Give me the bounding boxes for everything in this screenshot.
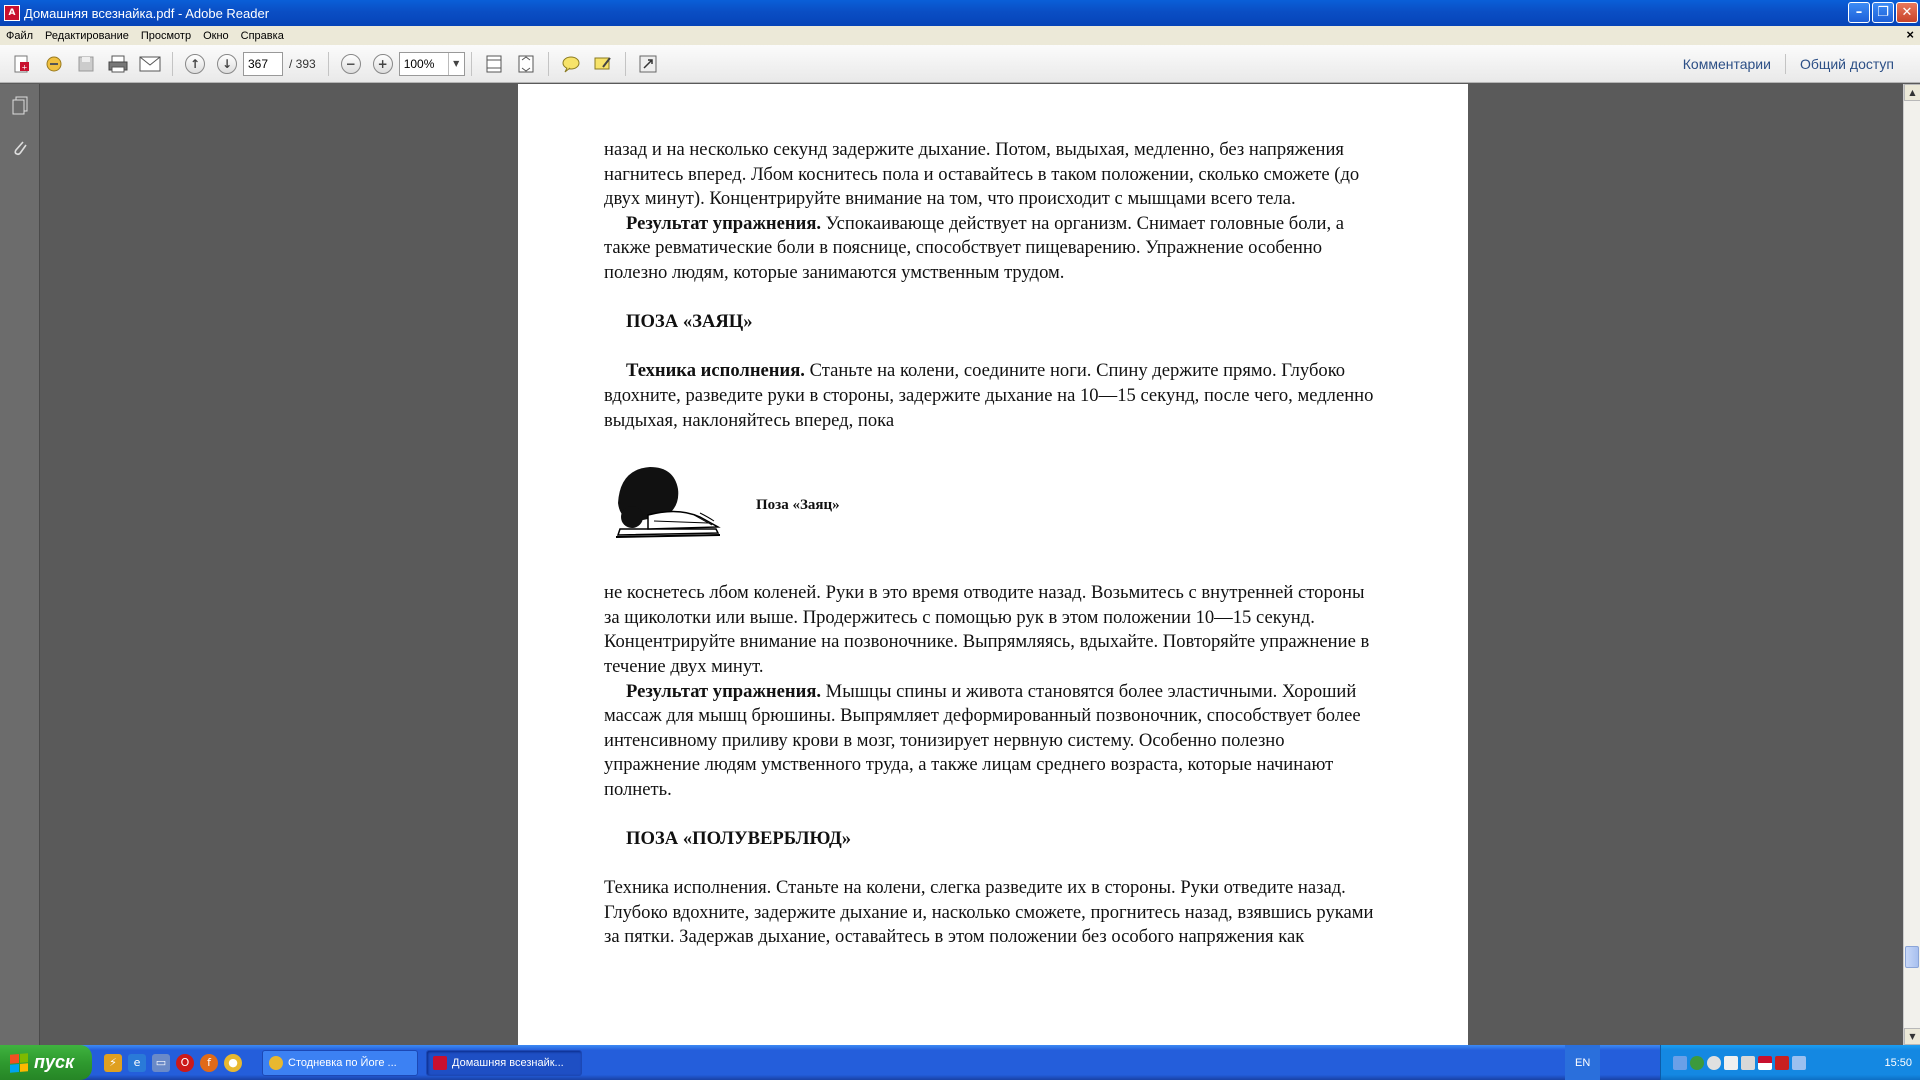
chevron-down-icon[interactable]: ▼: [448, 53, 464, 75]
monitor-icon[interactable]: [1792, 1056, 1806, 1070]
chrome-icon[interactable]: ●: [224, 1054, 242, 1072]
menu-file[interactable]: Файл: [6, 29, 34, 42]
start-button[interactable]: [0, 1045, 92, 1080]
comment-button[interactable]: [557, 50, 585, 78]
arrow-up-icon: ↑: [185, 54, 205, 74]
arrow-down-icon: ↓: [217, 54, 237, 74]
internet-explorer-icon[interactable]: e: [128, 1054, 146, 1072]
page-content: [604, 138, 1384, 950]
section-heading: ПОЗА «ПОЛУВЕРБЛЮД»: [626, 828, 852, 850]
pages-icon[interactable]: [8, 94, 32, 118]
update-icon[interactable]: [1707, 1056, 1721, 1070]
scroll-thumb[interactable]: [1905, 946, 1919, 968]
pdf-page: [518, 84, 1468, 1045]
comment-icon: [561, 55, 581, 73]
page-total: / 393: [289, 56, 316, 71]
paragraph: назад и на несколько секунд задержите дыхание. Потом, выдыхая, медленно, без напряжения нагнитесь вперед. Лбом коснитесь пола и оставайтесь в таком положении, сколько сможете (до двух минут). Концентрируйте внимание на том, что происходит с мышцами всего тела.: [604, 139, 1360, 210]
svg-text:+: +: [21, 63, 28, 71]
zoom-out-button[interactable]: [337, 50, 365, 78]
email-icon: [139, 56, 161, 72]
bold-lead: Техника исполнения.: [626, 360, 805, 382]
attachments-icon[interactable]: [8, 136, 32, 160]
taskbar: [0, 1045, 1920, 1080]
menu-edit[interactable]: Редактирование: [45, 29, 129, 42]
paragraph: Результат упражнения. Мышцы спины и живота становятся более эластичными. Хороший массаж для мышц брюшины. Выпрямляет деформированный позвоночник, способствует более интенсивному приливу крови в мозг, тонизирует нервную систему. Особенно полезно упражнение людям умственного труда, а также лицам среднего возраста, которые начинают полнеть.: [604, 680, 1361, 800]
create-pdf-button[interactable]: [8, 50, 36, 78]
system-tray: [1575, 1045, 1920, 1080]
language-indicator[interactable]: EN: [1565, 1045, 1600, 1080]
firefox-icon[interactable]: f: [200, 1054, 218, 1072]
zoom-select[interactable]: [399, 52, 465, 76]
bold-lead: Результат упражнения.: [626, 680, 822, 702]
antivirus-icon[interactable]: [1775, 1056, 1789, 1070]
previous-page-button[interactable]: [181, 50, 209, 78]
save-icon: [76, 54, 96, 74]
vertical-scrollbar[interactable]: [1903, 84, 1920, 1045]
network-icon[interactable]: [1673, 1056, 1687, 1070]
toolbar-separator: [471, 52, 472, 76]
open-button[interactable]: [40, 50, 68, 78]
navigation-panel: [0, 84, 40, 1045]
flag-us-icon[interactable]: [1758, 1056, 1772, 1070]
scroll-down-arrow-icon[interactable]: ▼: [1904, 1028, 1920, 1045]
restore-button[interactable]: ❐: [1872, 2, 1894, 23]
security-icon[interactable]: [1690, 1056, 1704, 1070]
window-controls: [1848, 2, 1918, 23]
page-number-input[interactable]: [243, 52, 283, 76]
highlight-icon: [593, 55, 613, 73]
clock: 15:50: [1884, 1056, 1912, 1069]
minus-icon: −: [341, 54, 361, 74]
pdf-icon: A: [4, 5, 20, 21]
menu-help[interactable]: Справка: [240, 29, 284, 42]
fit-page-icon: [517, 54, 535, 74]
print-icon: [107, 54, 129, 74]
taskbar-button-adobe-reader[interactable]: Домашняя всезнайк...: [426, 1050, 582, 1076]
paragraph: Техника исполнения. Станьте на колени, слегка разведите их в стороны. Руки отведите назад. Глубоко вдохните, задержите дыхание и, насколько сможете, прогнитесь назад, взявшись руками за пятки. Задержав дыхание, оставайтесь в этом положении без особого напряжения как: [604, 877, 1374, 948]
toolbar-separator: [172, 52, 173, 76]
zoom-value: 100%: [403, 56, 435, 71]
toolbar-right-links: [1669, 45, 1908, 83]
tray-icons: [1673, 1056, 1806, 1070]
minimize-button[interactable]: –: [1848, 2, 1870, 23]
chat-icon[interactable]: [1724, 1056, 1738, 1070]
toolbar-separator: [548, 52, 549, 76]
comments-link[interactable]: Комментарии: [1682, 56, 1771, 72]
quick-launch: [104, 1054, 242, 1072]
scroll-up-arrow-icon[interactable]: ▲: [1904, 84, 1920, 101]
chrome-icon: [269, 1056, 283, 1070]
volume-icon[interactable]: [1741, 1056, 1755, 1070]
close-button[interactable]: ✕: [1896, 2, 1918, 23]
create-pdf-icon: [12, 54, 32, 74]
pdf-icon: [433, 1056, 447, 1070]
window-titlebar[interactable]: [0, 0, 1920, 26]
toolbar-separator: [625, 52, 626, 76]
windows-logo-icon: [10, 1053, 28, 1073]
zoom-in-button[interactable]: [369, 50, 397, 78]
paragraph: Техника исполнения. Станьте на колени, соедините ноги. Спину держите прямо. Глубоко вдохните, разведите руки в стороны, задержите дыхание на 10—15 секунд, после чего, медленно выдыхая, наклоняйтесь вперед, пока: [604, 360, 1374, 431]
figure: [604, 445, 1384, 565]
taskbar-button-chrome[interactable]: Стодневка по Йоге ...: [262, 1050, 418, 1076]
open-icon: [44, 54, 64, 74]
hare-pose-illustration: [608, 463, 726, 547]
opera-icon[interactable]: O: [176, 1054, 194, 1072]
paragraph: Результат упражнения. Успокаивающе действует на организм. Снимает головные боли, а также ревматические боли в пояснице, способствует пищеварению. Упражнение особенно полезно людям, которые занимаются умственным трудом.: [604, 212, 1345, 283]
document-viewer[interactable]: [41, 84, 1903, 1045]
email-button[interactable]: [136, 50, 164, 78]
expand-icon: [638, 54, 658, 74]
window-title: Домашняя всезнайка.pdf - Adobe Reader: [24, 5, 270, 21]
bold-lead: Результат упражнения.: [626, 212, 822, 234]
expand-button[interactable]: [634, 50, 662, 78]
share-link[interactable]: Общий доступ: [1799, 56, 1894, 72]
menu-view[interactable]: Просмотр: [140, 29, 192, 42]
fit-width-button[interactable]: [480, 50, 508, 78]
close-document-button[interactable]: ×: [1906, 27, 1914, 42]
start-label: пуск: [34, 1052, 75, 1072]
toolbar-separator: [328, 52, 329, 76]
paragraph: не коснетесь лбом коленей. Руки в это время отводите назад. Возьмитесь с внутренней стороны за щиколотки или выше. Продержитесь с помощью рук в этом положении 10—15 секунд. Концентрируйте внимание на позвоночнике. Выпрямляясь, вдыхайте. Повторяйте упражнение в течение двух минут.: [604, 582, 1370, 677]
menu-window[interactable]: Окно: [203, 29, 229, 42]
fit-page-button[interactable]: [512, 50, 540, 78]
main-toolbar: [0, 45, 1920, 83]
quick-launch-app-icon[interactable]: ⚡: [104, 1054, 122, 1072]
section-heading: ПОЗА «ЗАЯЦ»: [626, 311, 753, 333]
show-desktop-icon[interactable]: ▭: [152, 1054, 170, 1072]
plus-icon: +: [373, 54, 393, 74]
highlight-button[interactable]: [589, 50, 617, 78]
save-button[interactable]: [72, 50, 100, 78]
figure-caption: Поза «Заяц»: [756, 496, 840, 513]
print-button[interactable]: [104, 50, 132, 78]
next-page-button[interactable]: [213, 50, 241, 78]
menu-bar: [0, 26, 1920, 45]
fit-width-icon: [485, 54, 503, 74]
